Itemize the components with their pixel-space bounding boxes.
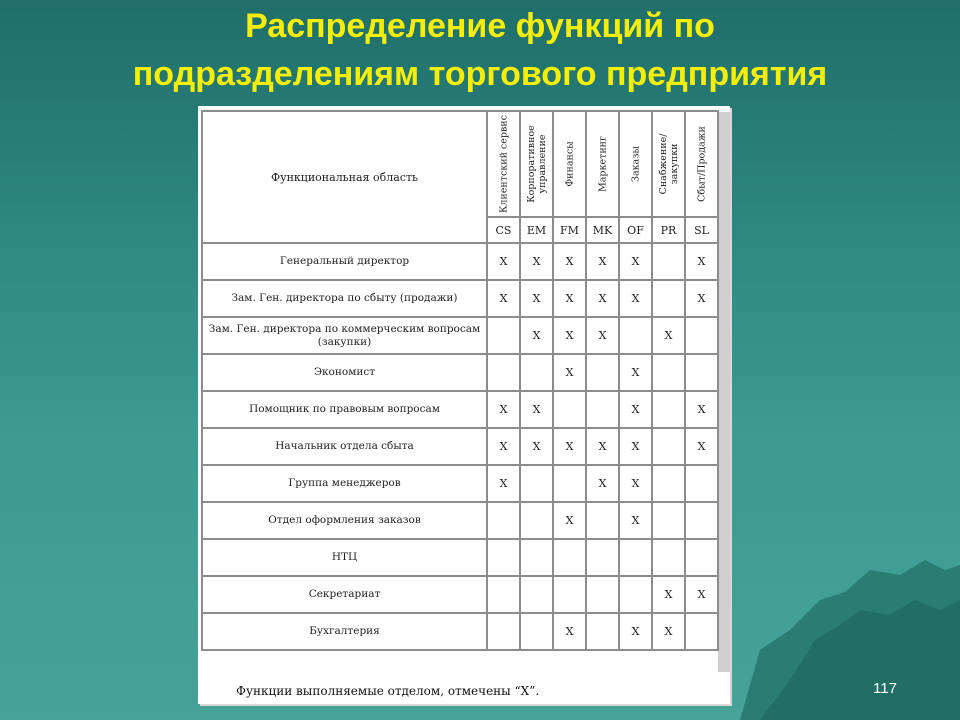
function-mark-cell xyxy=(520,613,553,650)
row-label: Начальник отдела сбыта xyxy=(202,428,487,465)
column-code: SL xyxy=(685,217,718,243)
column-header-sl xyxy=(685,111,718,217)
slide-title xyxy=(0,0,960,98)
function-mark-cell xyxy=(685,465,718,502)
function-mark-cell xyxy=(652,391,685,428)
function-mark-cell: X xyxy=(685,576,718,613)
function-mark-cell: X xyxy=(520,280,553,317)
function-mark-cell: X xyxy=(619,613,652,650)
function-distribution-table xyxy=(201,110,719,651)
function-mark-cell: X xyxy=(685,428,718,465)
function-mark-cell xyxy=(652,539,685,576)
table-row xyxy=(202,576,718,613)
function-mark-cell: X xyxy=(553,317,586,354)
function-mark-cell xyxy=(487,539,520,576)
function-mark-cell: X xyxy=(619,428,652,465)
function-mark-cell: X xyxy=(586,428,619,465)
function-mark-cell: X xyxy=(520,317,553,354)
function-mark-cell: X xyxy=(619,354,652,391)
function-mark-cell: X xyxy=(553,613,586,650)
title-line-1: Распределение функций по xyxy=(245,7,715,45)
column-header-fm xyxy=(553,111,586,217)
row-label: Секретариат xyxy=(202,576,487,613)
function-mark-cell xyxy=(652,428,685,465)
function-mark-cell xyxy=(619,317,652,354)
column-code: EM xyxy=(520,217,553,243)
function-mark-cell: X xyxy=(520,243,553,280)
function-mark-cell xyxy=(652,502,685,539)
table-row xyxy=(202,391,718,428)
function-mark-cell xyxy=(685,539,718,576)
function-mark-cell: X xyxy=(586,465,619,502)
column-header-pr xyxy=(652,111,685,217)
function-mark-cell xyxy=(619,576,652,613)
function-mark-cell: X xyxy=(685,280,718,317)
column-code: FM xyxy=(553,217,586,243)
functional-area-header: Функциональная область xyxy=(202,111,487,243)
function-mark-cell xyxy=(487,502,520,539)
function-mark-cell: X xyxy=(652,613,685,650)
table-row xyxy=(202,465,718,502)
function-mark-cell: X xyxy=(685,243,718,280)
function-mark-cell xyxy=(652,243,685,280)
function-mark-cell xyxy=(487,317,520,354)
function-mark-cell xyxy=(520,465,553,502)
table-row xyxy=(202,354,718,391)
column-header-of xyxy=(619,111,652,217)
column-name: Заказы xyxy=(630,146,641,182)
function-mark-cell: X xyxy=(487,465,520,502)
column-header-cs xyxy=(487,111,520,217)
column-name: Финансы xyxy=(564,141,575,187)
function-mark-cell: X xyxy=(652,576,685,613)
column-code: CS xyxy=(487,217,520,243)
row-label: Помощник по правовым вопросам xyxy=(202,391,487,428)
function-mark-cell xyxy=(685,502,718,539)
function-mark-cell xyxy=(586,391,619,428)
function-mark-cell: X xyxy=(652,317,685,354)
table-row xyxy=(202,539,718,576)
column-name: Сбыт/Продажи xyxy=(696,126,707,202)
table-row xyxy=(202,613,718,650)
function-mark-cell: X xyxy=(619,502,652,539)
column-name: Корпоративное управление xyxy=(525,125,548,203)
function-mark-cell xyxy=(553,576,586,613)
function-mark-cell xyxy=(520,502,553,539)
function-mark-cell: X xyxy=(520,391,553,428)
function-mark-cell xyxy=(685,354,718,391)
function-mark-cell xyxy=(586,539,619,576)
table-row xyxy=(202,280,718,317)
function-mark-cell xyxy=(487,576,520,613)
function-mark-cell xyxy=(553,539,586,576)
row-label: Бухгалтерия xyxy=(202,613,487,650)
column-name: Маркетинг xyxy=(597,136,608,192)
function-mark-cell xyxy=(652,280,685,317)
column-header-mk xyxy=(586,111,619,217)
column-name: Снабжение/ закупки xyxy=(657,133,680,195)
function-mark-cell xyxy=(520,354,553,391)
function-mark-cell xyxy=(652,354,685,391)
function-mark-cell xyxy=(586,502,619,539)
row-label: Отдел оформления заказов xyxy=(202,502,487,539)
column-name: Клиентский сервис xyxy=(498,115,509,213)
function-mark-cell: X xyxy=(685,391,718,428)
row-label: Зам. Ген. директора по коммерческим вопросам (закупки) xyxy=(202,317,487,354)
function-mark-cell: X xyxy=(553,354,586,391)
row-label: Экономист xyxy=(202,354,487,391)
function-mark-cell: X xyxy=(619,391,652,428)
paper-shadow xyxy=(718,112,730,672)
function-mark-cell: X xyxy=(553,502,586,539)
function-mark-cell xyxy=(652,465,685,502)
function-mark-cell: X xyxy=(619,465,652,502)
function-mark-cell xyxy=(685,317,718,354)
page-number: 117 xyxy=(873,680,897,697)
column-code: PR xyxy=(652,217,685,243)
function-mark-cell: X xyxy=(619,280,652,317)
row-label: Зам. Ген. директора по сбыту (продажи) xyxy=(202,280,487,317)
title-line-2: подразделениям торгового предприятия xyxy=(132,55,828,93)
function-mark-cell: X xyxy=(520,428,553,465)
function-mark-cell xyxy=(487,354,520,391)
function-mark-cell: X xyxy=(487,428,520,465)
function-mark-cell xyxy=(553,465,586,502)
function-mark-cell: X xyxy=(553,243,586,280)
function-mark-cell: X xyxy=(553,428,586,465)
function-mark-cell: X xyxy=(487,391,520,428)
table-row xyxy=(202,428,718,465)
function-mark-cell xyxy=(520,539,553,576)
function-mark-cell xyxy=(586,576,619,613)
function-mark-cell xyxy=(520,576,553,613)
function-mark-cell xyxy=(619,539,652,576)
footnote: Функции выполняемые отделом, отмечены “X”. xyxy=(236,684,540,698)
row-label: Группа менеджеров xyxy=(202,465,487,502)
function-mark-cell: X xyxy=(619,243,652,280)
row-label: НТЦ xyxy=(202,539,487,576)
column-code: OF xyxy=(619,217,652,243)
function-mark-cell: X xyxy=(586,280,619,317)
function-mark-cell xyxy=(586,354,619,391)
table-row xyxy=(202,317,718,354)
function-mark-cell xyxy=(586,613,619,650)
function-mark-cell: X xyxy=(487,243,520,280)
function-mark-cell xyxy=(685,613,718,650)
function-mark-cell: X xyxy=(553,280,586,317)
column-header-em xyxy=(520,111,553,217)
column-code: MK xyxy=(586,217,619,243)
function-mark-cell: X xyxy=(586,243,619,280)
function-mark-cell xyxy=(487,613,520,650)
function-mark-cell: X xyxy=(586,317,619,354)
function-mark-cell xyxy=(553,391,586,428)
function-mark-cell: X xyxy=(487,280,520,317)
table-row xyxy=(202,243,718,280)
table-row xyxy=(202,502,718,539)
row-label: Генеральный директор xyxy=(202,243,487,280)
